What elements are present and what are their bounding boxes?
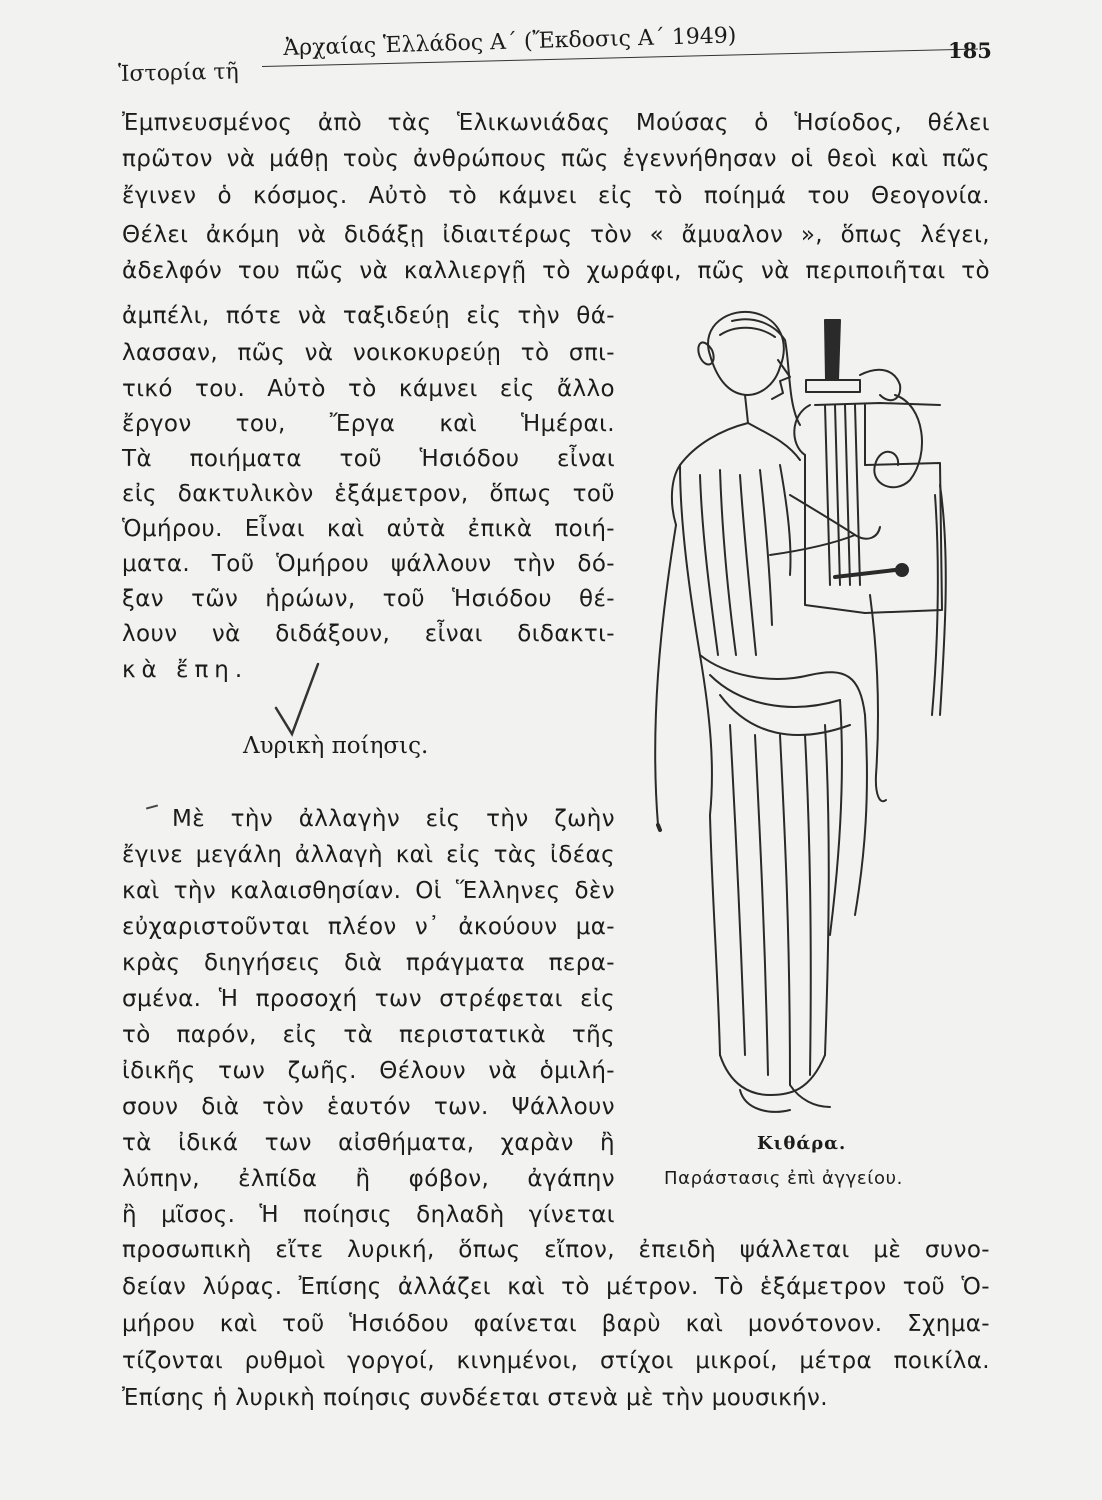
text-line: εἰς δακτυλικὸν ἑξάμετρον, ὅπως τοῦ: [122, 481, 615, 507]
text-line: ἔγινεν ὁ κόσμος. Αὐτὸ τὸ κάμνει εἰς τὸ ποίημά του Θεογονία.: [122, 183, 990, 209]
text-line: ἢ μῖσος. Ἡ ποίησις δηλαδὴ γίνεται: [122, 1202, 615, 1228]
running-header-left: Ἱστορία τῆ: [118, 59, 239, 87]
text-line: μήρου καὶ τοῦ Ἡσιόδου φαίνεται βαρὺ καὶ μονότονον. Σχημα-: [122, 1311, 990, 1337]
text-line: Μὲ τὴν ἀλλαγὴν εἰς τὴν ζωὴν: [172, 806, 615, 832]
text-line: κρὰς διηγήσεις διὰ πράγματα περα-: [122, 950, 615, 976]
text-line: Θέλει ἀκόμη νὰ διδάξῃ ἰδιαιτέρως τὸν « ἄμυαλον », ὅπως λέγει,: [122, 222, 990, 248]
text-line: Ἐμπνευσμένος ἀπὸ τὰς Ἑλικωνιάδας Μούσας ὁ Ἡσίοδος, θέλει: [122, 110, 990, 136]
text-line: τὰ ἰδικά των αἰσθήματα, χαρὰν ἢ: [122, 1130, 615, 1156]
text-line: Τὰ ποιήματα τοῦ Ἡσιόδου εἶναι: [122, 446, 615, 472]
pencil-mark: [146, 804, 158, 809]
text-line: λύπην, ἐλπίδα ἢ φόβον, ἀγάπην: [122, 1166, 615, 1192]
text-line: καὶ τὴν καλαισθησίαν. Οἱ Ἕλληνες δὲν: [122, 878, 615, 904]
text-line: Ἐπίσης ἡ λυρικὴ ποίησις συνδέεται στενὰ μὲ τὴν μουσικήν.: [122, 1385, 828, 1411]
section-heading: Λυρικὴ ποίησις.: [243, 733, 429, 759]
text-line: τικό του. Αὐτὸ τὸ κάμνει εἰς ἄλλο: [122, 376, 615, 402]
text-line: πρῶτον νὰ μάθῃ τοὺς ἀνθρώπους πῶς ἐγεννήθησαν οἱ θεοὶ καὶ πῶς: [122, 146, 990, 172]
text-line: σουν διὰ τὸν ἑαυτόν των. Ψάλλουν: [122, 1094, 615, 1120]
check-mark-icon: [272, 660, 332, 740]
kithara-illustration: [640, 295, 980, 1125]
text-line: ματα. Τοῦ Ὁμήρου ψάλλουν τὴν δό-: [122, 551, 615, 577]
text-line: ἔργον του, Ἔργα καὶ Ἡμέραι.: [122, 411, 615, 437]
text-line: ξαν τῶν ἡρώων, τοῦ Ἡσιόδου θέ-: [122, 586, 615, 612]
text-line: ἰδικῆς των ζωῆς. Θέλουν νὰ ὁμιλή-: [122, 1058, 615, 1084]
text-line: σμένα. Ἡ προσοχή των στρέφεται εἰς: [122, 986, 615, 1012]
text-line: τὸ παρόν, εἰς τὰ περιστατικὰ τῆς: [122, 1022, 615, 1048]
text-line: λουν νὰ διδάξουν, εἶναι διδακτι-: [122, 621, 615, 647]
text-line: προσωπικὴ εἴτε λυρική, ὅπως εἴπον, ἐπειδὴ ψάλλεται μὲ συνο-: [122, 1237, 990, 1263]
text-line: ἔγινε μεγάλη ἀλλαγὴ καὶ εἰς τὰς ἰδέας: [122, 842, 615, 868]
text-line: τίζονται ρυθμοὶ γοργοί, κινημένοι, στίχοι μικροί, μέτρα ποικίλα.: [122, 1348, 990, 1374]
text-line: δείαν λύρας. Ἐπίσης ἀλλάζει καὶ τὸ μέτρον. Τὸ ἑξάμετρον τοῦ Ὁ-: [122, 1274, 990, 1300]
text-line: λασσαν, πῶς νὰ νοικοκυρεύῃ τὸ σπι-: [122, 340, 615, 366]
text-line: κὰ ἔπη.: [122, 657, 249, 683]
figure-title: Κιθάρα.: [757, 1133, 847, 1154]
text-line: Ὁμήρου. Εἶναι καὶ αὐτὰ ἐπικὰ ποιή-: [122, 516, 615, 542]
text-line: ἀδελφόν του πῶς νὰ καλλιεργῇ τὸ χωράφι, πῶς νὰ περιποιῆται τὸ: [122, 258, 990, 284]
page-number: 185: [948, 38, 992, 63]
text-line: εὐχαριστοῦνται πλέον ν᾿ ἀκούουν μα-: [122, 914, 615, 940]
running-header-title: Ἀρχαίας Ἑλλάδος Α΄ (Ἔκδοσις Α΄ 1949): [283, 23, 737, 61]
figure-caption: Παράστασις ἐπὶ ἀγγείου.: [664, 1168, 903, 1189]
text-line: ἀμπέλι, πότε νὰ ταξιδεύῃ εἰς τὴν θά-: [122, 303, 615, 329]
